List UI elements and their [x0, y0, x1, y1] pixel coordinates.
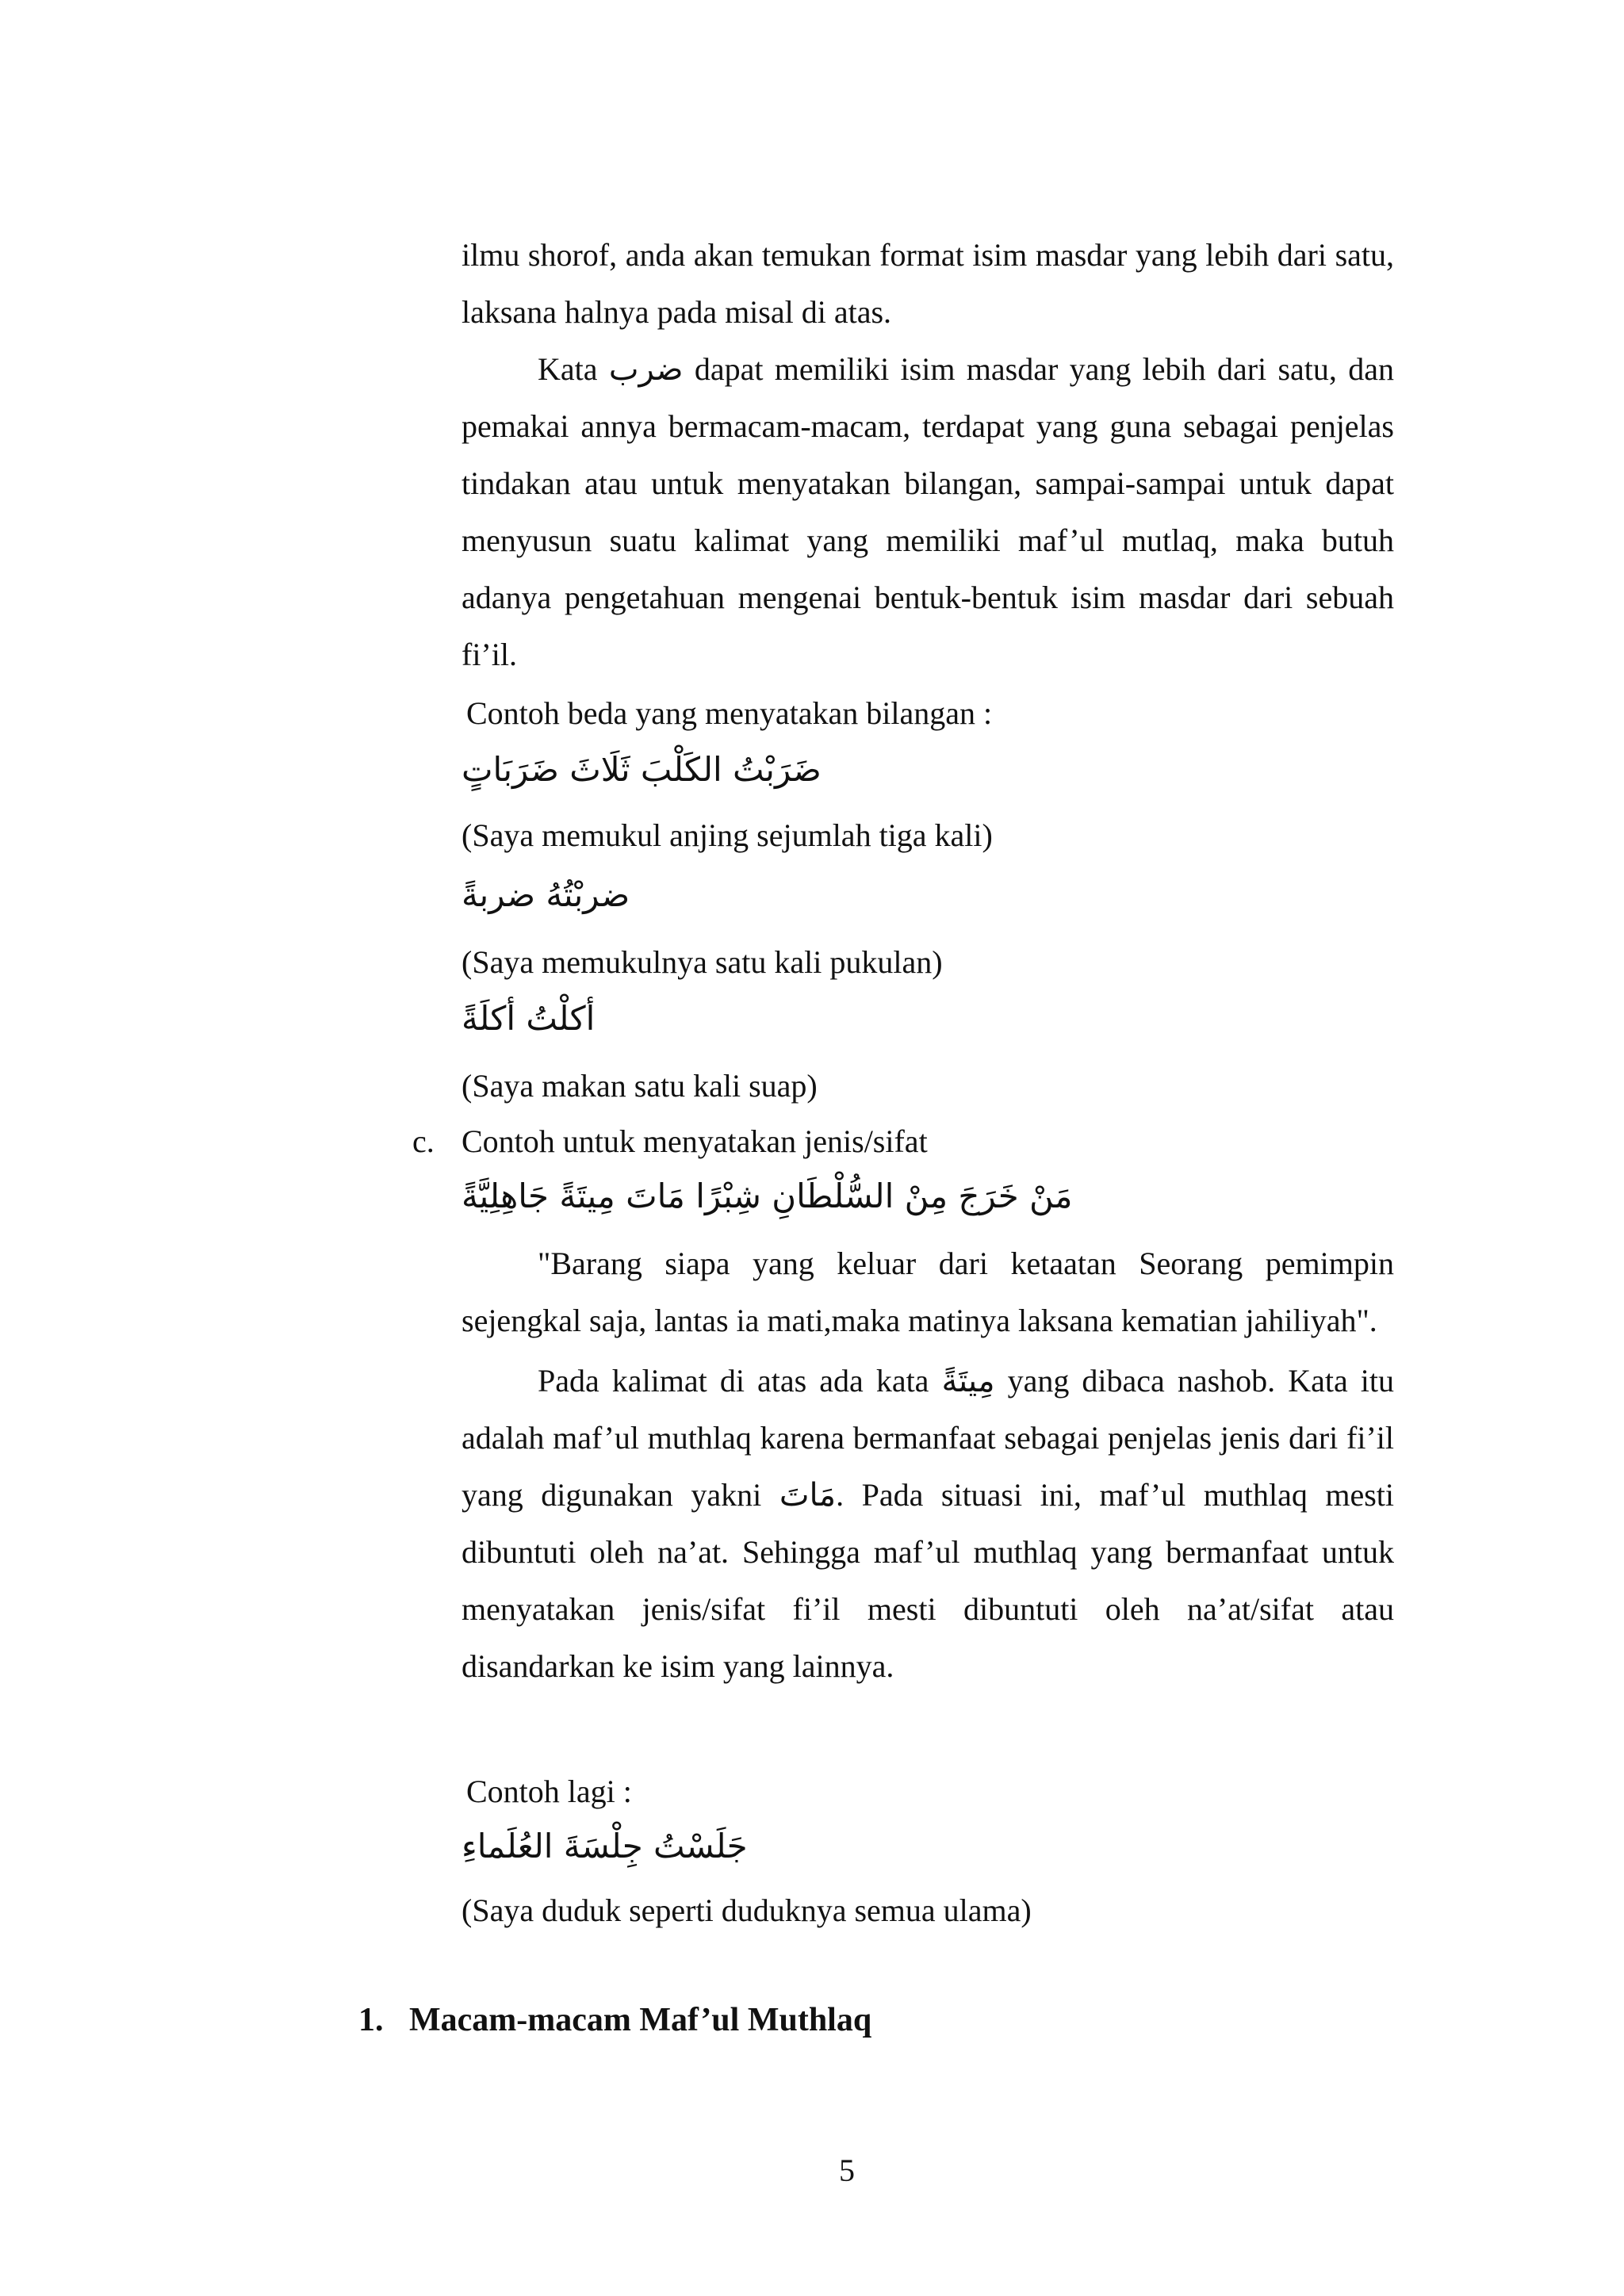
list-label: c.	[412, 1123, 435, 1159]
arabic-hadith: مَنْ خَرَجَ مِنْ السُّلْطَانِ شِبْرًا مَاتَ مِيتَةً جَاهِلِيَّةً	[462, 1177, 1073, 1215]
paragraph-text: yang dibaca nashob. Kata itu adalah maf’ul muthlaq karena bermanfaat sebagai penjelas jenis dari fi’il yang digunakan yakni	[462, 1363, 1394, 1513]
translation-example-2: (Saya memukulnya satu kali pukulan)	[462, 944, 943, 980]
hadith-translation: "Barang siapa yang keluar dari ketaatan Seorang pemimpin sejengkal saja, lantas ia mati,maka matinya laksana kematian jahiliyah".	[462, 1246, 1394, 1338]
section-c-title: Contoh untuk menyatakan jenis/sifat	[462, 1123, 928, 1159]
translation-example-1: (Saya memukul anjing sejumlah tiga kali)	[462, 817, 993, 853]
paragraph-text: . Pada situasi ini, maf’ul muthlaq mesti dibuntuti oleh na’at. Sehingga maf’ul muthlaq yang bermanfaat untuk menyatakan jenis/sifat fi’il mesti dibuntuti oleh na’at/sifat atau disandarkan ke isim yang lainnya.	[462, 1477, 1394, 1684]
arabic-example-3: أكلْتُ أكلَةً	[462, 999, 596, 1038]
section-heading	[358, 2001, 871, 2039]
arabic-word: مِيتَةً	[941, 1363, 995, 1399]
page-number: 5	[839, 2152, 855, 2188]
arabic-word: مَاتَ	[779, 1477, 837, 1513]
arabic-example-2: ضربْتُهُ ضربةً	[462, 875, 630, 914]
paragraph-kata-dharaba	[462, 341, 1394, 683]
translation-example-more: (Saya duduk seperti duduknya semua ulama)	[462, 1892, 1032, 1928]
explanation-paragraph	[462, 1353, 1394, 1695]
heading-number: 1.	[358, 2002, 384, 2038]
paragraph-text: Kata	[538, 351, 609, 387]
arabic-word: ضرب	[608, 351, 684, 388]
arabic-example-more: جَلَسْتُ جِلْسَةَ العُلَماءِ	[462, 1827, 748, 1866]
paragraph-continuation: ilmu shorof, anda akan temukan format isim masdar yang lebih dari satu, laksana halnya pada misal di atas.	[462, 237, 1394, 330]
translation-example-3: (Saya makan satu kali suap)	[462, 1068, 818, 1104]
paragraph-text: Pada kalimat di atas ada kata	[538, 1363, 942, 1399]
paragraph-text: dapat memiliki isim masdar yang lebih dari satu, dan pemakai annya bermacam-macam, terdapat yang guna sebagai penjelas tindakan atau untuk menyatakan bilangan, sampai-sampai untuk dapat menyusun suatu kalimat yang memiliki maf’ul mutlaq, maka butuh adanya pengetahuan mengenai bentuk-bentuk isim masdar dari sebuah fi’il.	[462, 351, 1394, 672]
hadith-translation-block	[462, 1235, 1394, 1695]
example-more-intro: Contoh lagi :	[466, 1774, 632, 1809]
heading-title: Macam-macam Maf’ul Muthlaq	[409, 2002, 872, 2038]
example-intro: Contoh beda yang menyatakan bilangan :	[466, 695, 993, 731]
arabic-example-1: ضَرَبْتُ الكَلْبَ ثَلَاثَ ضَرَبَاتٍ	[462, 750, 822, 789]
body-text-block	[462, 227, 1394, 683]
